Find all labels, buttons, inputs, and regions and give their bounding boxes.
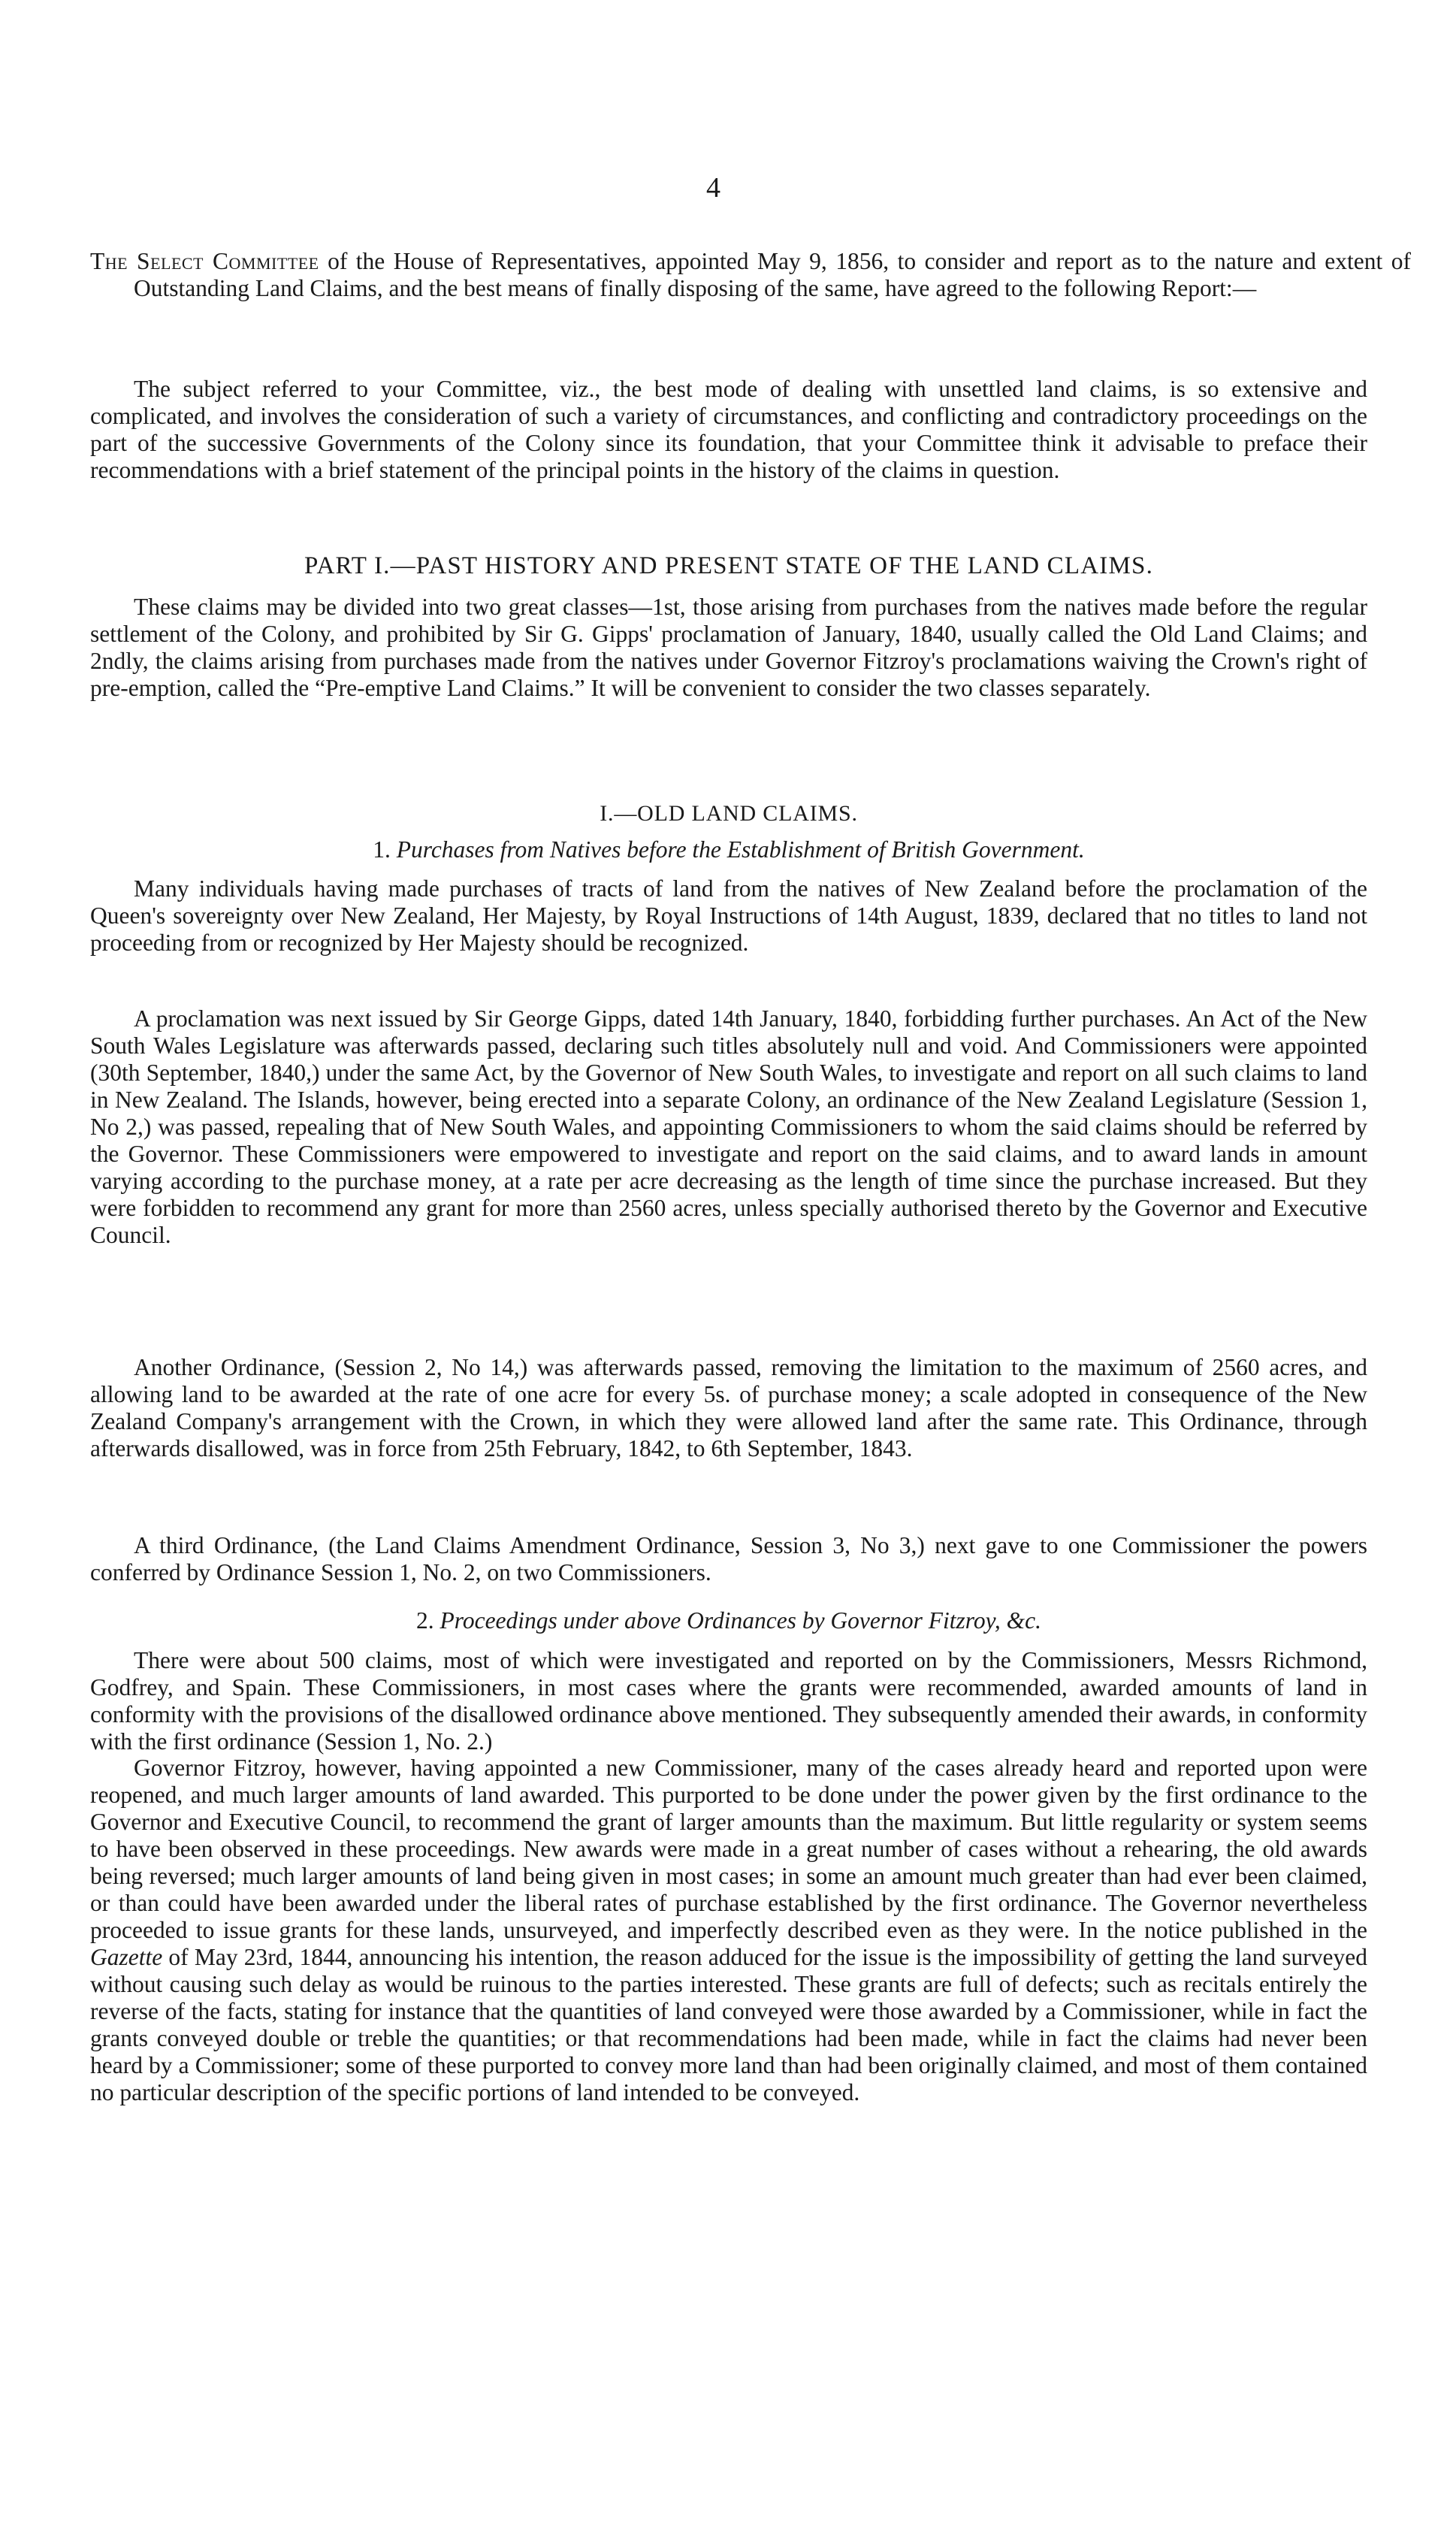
paragraph-2: These claims may be divided into two great classes—1st, those arising from purchases from the natives made before the regular settlement of the Colony, and prohibited by Sir G. Gipps' proclamation of January, 1840, usually called the Old Land Claims; and 2ndly, the claims arising from purchases made from the natives under Governor Fitzroy's proclamations waiving the Crown's right of pre-emption, called the “Pre-emptive Land Claims.” It will be convenient to consider the two classes separately.	[90, 594, 1367, 701]
subheading-1	[90, 836, 1367, 863]
paragraph-8-before: Governor Fitzroy, however, having appointed a new Commissioner, many of the cases already heard and reported upon were reopened, and much larger amounts of land awarded. This purported to be done under the power given by the first ordinance to the Governor and Executive Council, to recommend the grant of larger amounts than the maximum. But little regularity or system seems to have been observed in these proceedings. New awards were made in a great number of cases without a rehearing, the old awards being reversed; much larger amounts of land being given in most cases; in some an amount much greater than had ever been claimed, or than could have been awarded under the liberal rates of purchase established by the first ordinance. The Governor nevertheless proceeded to issue grants for these lands, unsurveyed, and imperfectly described even as they were. In the notice published in the	[90, 1755, 1367, 1943]
paragraph-6: A third Ordinance, (the Land Claims Amendment Ordinance, Session 3, No 3,) next gave to one Commissioner the powers conferred by Ordinance Session 1, No. 2, on two Commissioners.	[90, 1532, 1367, 1585]
paragraph-4: A proclamation was next issued by Sir George Gipps, dated 14th January, 1840, forbidding further purchases. An Act of the New South Wales Legislature was afterwards passed, declaring such titles absolutely null and void. And Commissioners were appointed (30th September, 1840,) under the same Act, by the Governor of New South Wales, to investigate and report on all such claims to land in New Zealand. The Islands, however, being erected into a separate Colony, an ordinance of the New Zealand Legislature (Session 1, No 2,) was passed, repealing that of New South Wales, and appointing Commissioners to whom the said claims should be referred by the Governor. These Commissioners were empowered to investigate and report on the said claims, and to award lands in amount varying according to the purchase money, at a rate per acre decreasing as the length of time since the purchase increased. But they were forbidden to recommend any grant for more than 2560 acres, unless specially authorised thereto by the Governor and Executive Council.	[90, 1005, 1367, 1248]
paragraph-5: Another Ordinance, (Session 2, No 14,) was afterwards passed, removing the limitation to the maximum of 2560 acres, and allowing land to be awarded at the rate of one acre for every 5s. of purchase money; a scale adopted in consequence of the New Zealand Company's arrangement with the Crown, in which they were allowed land after the same rate. This Ordinance, through afterwards disallowed, was in force from 25th February, 1842, to 6th September, 1843.	[90, 1354, 1367, 1462]
subheading-2-title: Proceedings under above Ordinances by Governor Fitzroy, &c.	[440, 1607, 1041, 1634]
gazette-italic: Gazette	[90, 1944, 163, 1970]
subheading-1-title: Purchases from Natives before the Establishment of British Government.	[396, 836, 1085, 863]
paragraph-7: There were about 500 claims, most of which were investigated and reported on by the Commissioners, Messrs Richmond, Godfrey, and Spain. These Commissioners, in most cases where the grants were recommended, awarded amounts of land in conformity with the provisions of the disallowed ordinance above mentioned. They subsequently amended their awards, in conformity with the first ordinance (Session 1, No. 2.)	[90, 1647, 1367, 1755]
paragraph-8-after: of May 23rd, 1844, announcing his intention, the reason adduced for the issue is the impossibility of getting the land surveyed without causing such delay as would be ruinous to the parties interested. These grants are full of defects; such as recitals entirely the reverse of the facts, stating for instance that the quantities of land conveyed were those awarded by a Commissioner, while in fact the grants conveyed double or treble the quantities; or that recommendations had been made, while in fact the claims had never been heard by a Commissioner; some of these purported to convey more land than had been originally claimed, and most of them contained no particular description of the specific portions of land intended to be conveyed.	[90, 1944, 1367, 2105]
intro-text: of the House of Representatives, appointed May 9, 1856, to consider and report as to the nature and extent of Outstanding Land Claims, and the best means of finally disposing of the same, have agreed to the following Report:—	[134, 248, 1411, 301]
subheading-2	[90, 1607, 1367, 1634]
subheading-2-number: 2.	[416, 1607, 440, 1634]
section-heading: I.—OLD LAND CLAIMS.	[600, 801, 858, 826]
paragraph-3: Many individuals having made purchases of tracts of land from the natives of New Zealand before the proclamation of the Queen's sovereignty over New Zealand, Her Majesty, by Royal Instructions of 14th August, 1839, declared that no titles to land not proceeding from or recognized by Her Majesty should be recognized.	[90, 875, 1367, 956]
intro-lead: The Select Committee	[90, 248, 319, 274]
paragraph-8	[90, 1755, 1367, 2106]
part-heading: PART I.—PAST HISTORY AND PRESENT STATE OF THE LAND CLAIMS.	[304, 552, 1154, 579]
paragraph-1: The subject referred to your Committee, viz., the best mode of dealing with unsettled land claims, is so extensive and complicated, and involves the consideration of such a variety of circumstances, and conflicting and contradictory proceedings on the part of the successive Governments of the Colony since its foundation, that your Committee think it advisable to preface their recommendations with a brief statement of the principal points in the history of the claims in question.	[90, 376, 1367, 483]
page-number: 4	[706, 172, 720, 204]
intro-paragraph	[90, 248, 1411, 302]
subheading-1-number: 1.	[373, 836, 397, 863]
